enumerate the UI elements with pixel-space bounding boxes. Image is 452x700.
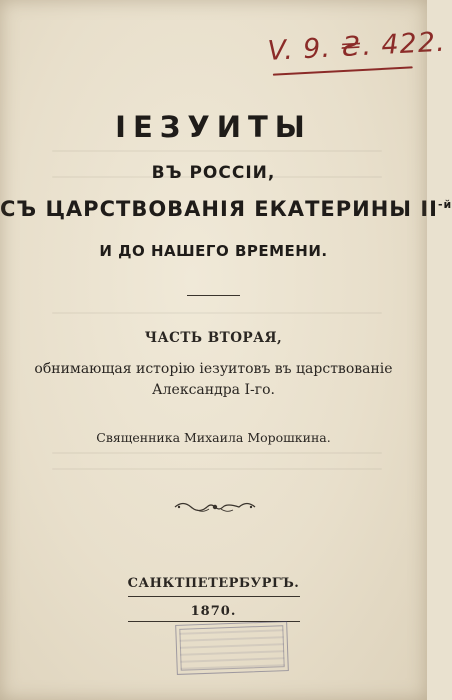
book-title: ІЕЗУИТЫ xyxy=(115,110,312,144)
title-line-3-superscript: -й xyxy=(437,198,452,211)
title-line-3-main: СЪ ЦАРСТВОВАНІЯ ЕКАТЕРИНЫ II xyxy=(0,197,438,221)
title-line-2: ВЪ РОССІИ, xyxy=(151,163,276,183)
title-line-4: И ДО НАШЕГО ВРЕМЕНИ. xyxy=(99,242,328,260)
imprint-city: САНКТПЕТЕРБУРГЪ. xyxy=(127,576,300,591)
imprint-year: 1870. xyxy=(190,604,237,619)
part-subtitle-line-2: Александра I-го. xyxy=(152,382,275,398)
part-subtitle-line-1: обнимающая исторію іезуитовъ въ царствованіе xyxy=(34,361,393,377)
part-heading: ЧАСТЬ ВТОРАЯ, xyxy=(144,330,283,346)
shelfmark-text: V. 9. ₴. 422. xyxy=(266,26,447,67)
author-line: Священника Михаила Морошкина. xyxy=(96,430,331,445)
